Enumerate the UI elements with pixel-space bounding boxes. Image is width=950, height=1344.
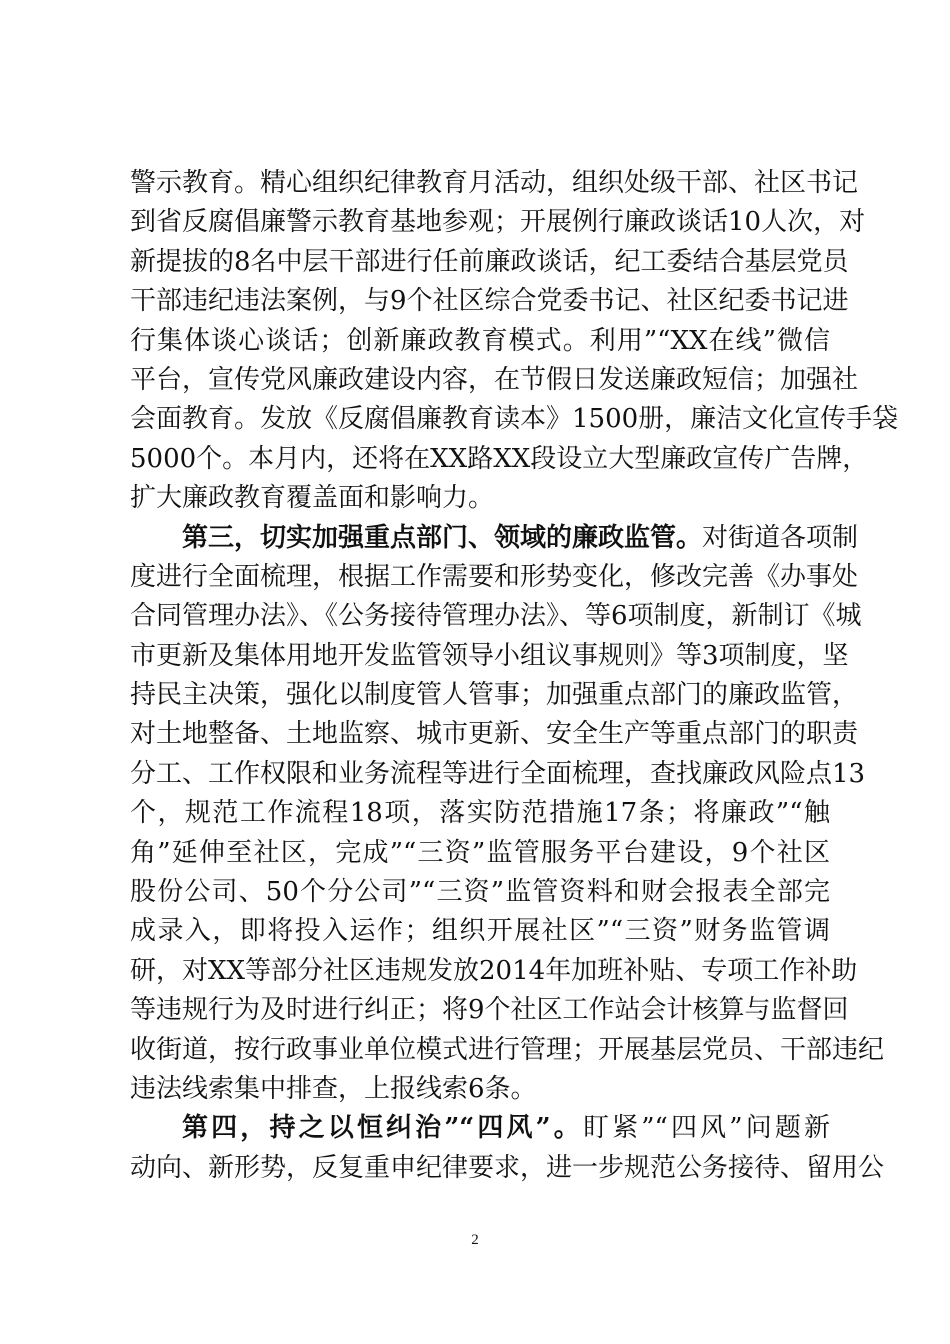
text-line: 分工、工作权限和业务流程等进行全面梳理，查找廉政风险点13 <box>130 758 866 789</box>
text-line: 警示教育。精心组织纪律教育月活动，组织处级干部、社区书记 <box>130 168 859 198</box>
paragraph-1 <box>130 164 899 519</box>
text-line: 角”延伸至社区，完成”“三资”监管服务平台建设，9个社区 <box>130 837 830 868</box>
text-line: 度进行全面梳理，根据工作需要和形势变化，修改完善《办事处 <box>130 561 859 592</box>
text-line: 股份公司、50个分公司”“三资”监管资料和财会报表全部完 <box>130 877 830 908</box>
paragraph-3 <box>130 1109 885 1188</box>
page-number: 2 <box>471 1232 479 1248</box>
text-line: 持民主决策，强化以制度管人管事；加强重点部门的廉政监管， <box>130 680 859 711</box>
text-line: 研，对XX等部分社区违规发放2014年加班补贴、专项工作补助 <box>130 955 858 986</box>
text-line: 成录入，即将投入运作；组织开展社区”“三资”财务监管调 <box>130 916 830 947</box>
text-line: 违法线索集中排查，上报线索6条。 <box>130 1073 537 1104</box>
paragraph-heading: 第三，切实加强重点部门、领域的廉政监管。 <box>182 522 703 553</box>
text-line: 平台，宣传党风廉政建设内容，在节假日发送廉政短信；加强社 <box>130 364 859 395</box>
body-text <box>130 164 899 1188</box>
paragraph-2 <box>130 519 885 1110</box>
text-line: 到省反腐倡廉警示教育基地参观；开展例行廉政谈话10人次，对 <box>130 207 866 238</box>
paragraph-first-line-text: 盯紧”“四风”问题新 <box>582 1113 830 1144</box>
text-line: 动向、新形势，反复重申纪律要求，进一步规范公务接待、留用公 <box>130 1152 885 1183</box>
text-line: 行集体谈心谈话；创新廉政教育模式。利用”“XX在线”微信 <box>130 325 830 356</box>
text-line: 合同管理办法》、《公务接待管理办法》、等6项制度，新制订《城 <box>130 601 862 632</box>
text-line: 对土地整备、土地监察、城市更新、安全生产等重点部门的职责 <box>130 719 859 750</box>
paragraph-first-line <box>130 519 859 558</box>
text-line: 新提拔的8名中层干部进行任前廉政谈话，纪工委结合基层党员 <box>130 246 849 277</box>
text-line: 会面教育。发放《反腐倡廉教育读本》1500册，廉洁文化宣传手袋 <box>130 404 899 435</box>
text-line: 个，规范工作流程18项，落实防范措施17条；将廉政”“触 <box>130 798 830 829</box>
text-line: 干部违纪违法案例，与9个社区综合党委书记、社区纪委书记进 <box>130 286 849 317</box>
paragraph-heading: 第四，持之以恒纠治”“四风”。 <box>182 1113 583 1144</box>
text-line: 市更新及集体用地开发监管领导小组议事规则》等3项制度，坚 <box>130 640 849 671</box>
text-line: 收街道，按行政事业单位模式进行管理；开展基层党员、干部违纪 <box>130 1034 885 1065</box>
text-line: 扩大廉政教育覆盖面和影响力。 <box>130 483 495 514</box>
paragraph-first-line <box>130 1109 830 1148</box>
text-line: 等违规行为及时进行纠正；将9个社区工作站会计核算与监督回 <box>130 995 849 1026</box>
paragraph-first-line-text: 对街道各项制 <box>702 522 859 553</box>
text-line: 5000个。本月内，还将在XX路XX段设立大型廉政宣传广告牌， <box>130 443 869 474</box>
